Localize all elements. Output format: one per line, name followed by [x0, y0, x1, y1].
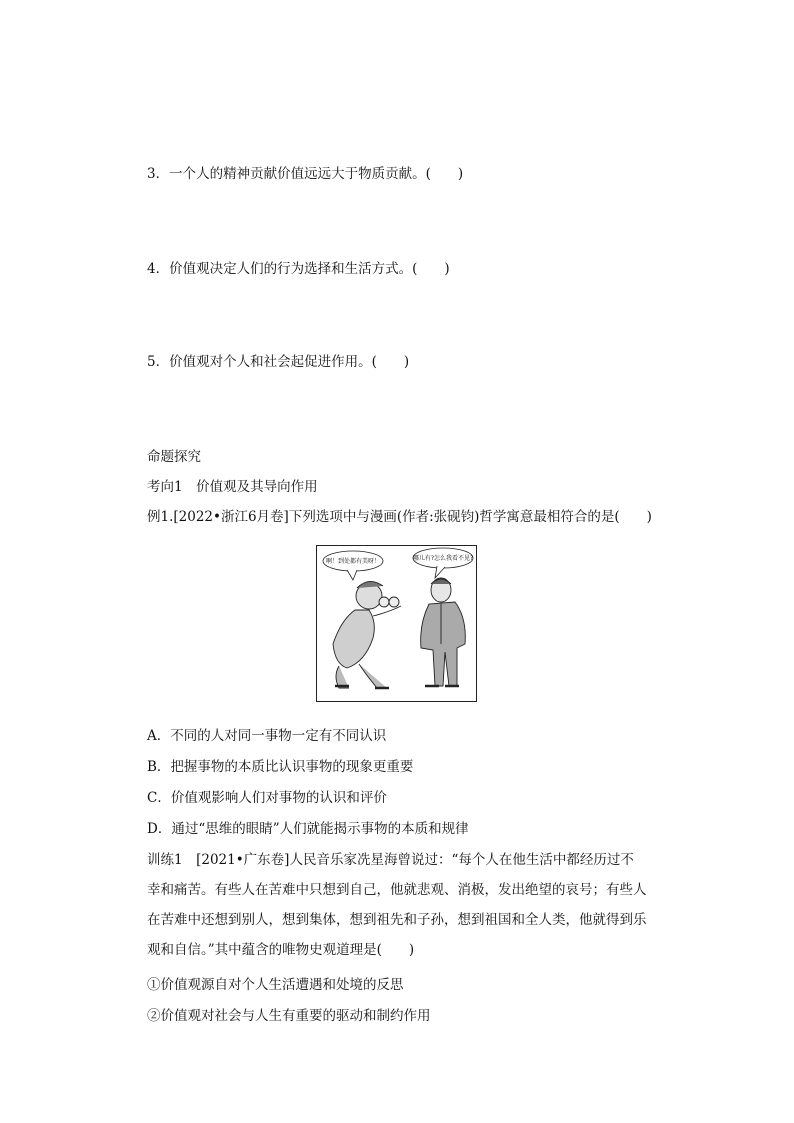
left-bubble-text: 啊！到处都有美呀！ — [325, 558, 381, 565]
training-option-2: ②价值观对社会与人生有重要的驱动和制约作用 — [147, 1008, 431, 1024]
training-option-1: ①价值观源自对个人生活遭遇和处境的反思 — [147, 977, 404, 993]
example-stem: 例1.[2022•浙江6月卷]下列选项中与漫画(作者:张砚钧)哲学寓意最相符合的是( ) — [147, 509, 652, 525]
section-title: 命题探究 — [147, 449, 201, 465]
left-man-figure — [333, 581, 401, 688]
option-b: B．把握事物的本质比认识事物的现象更重要 — [147, 759, 414, 775]
right-speech-bubble — [413, 548, 473, 578]
cartoon-image — [316, 545, 477, 702]
option-d: D．通过“思维的眼睛”人们就能揭示事物的本质和规律 — [147, 821, 469, 837]
option-c: C．价值观影响人们对事物的认识和评价 — [147, 790, 387, 806]
question-3: 3．一个人的精神贡献价值远远大于物质贡献。( ) — [147, 166, 464, 182]
training-stem: 训练1 [2021•广东卷]人民音乐家冼星海曾说过：“每个人在他生活中都经历过不幸和痛苦。有些人在苦难中只想到自己，他就悲观、消极，发出绝望的哀号；有些人在苦难中还想到别人，想到集体，想到祖先和子孙，想到祖国和全人类，他就得到乐观和自信。”其中蕴含的唯物史观道理是( ) — [147, 852, 647, 958]
right-bubble-text: 哪儿有?怎么我看不见? — [412, 555, 474, 562]
question-4: 4．价值观决定人们的行为选择和生活方式。( ) — [147, 261, 450, 277]
option-a: A．不同的人对同一事物一定有不同认识 — [147, 728, 387, 744]
direction-heading: 考向1 价值观及其导向作用 — [147, 479, 318, 495]
right-man-figure — [421, 578, 466, 686]
question-5: 5．价值观对个人和社会起促进作用。( ) — [147, 354, 410, 370]
left-speech-bubble — [323, 551, 383, 580]
